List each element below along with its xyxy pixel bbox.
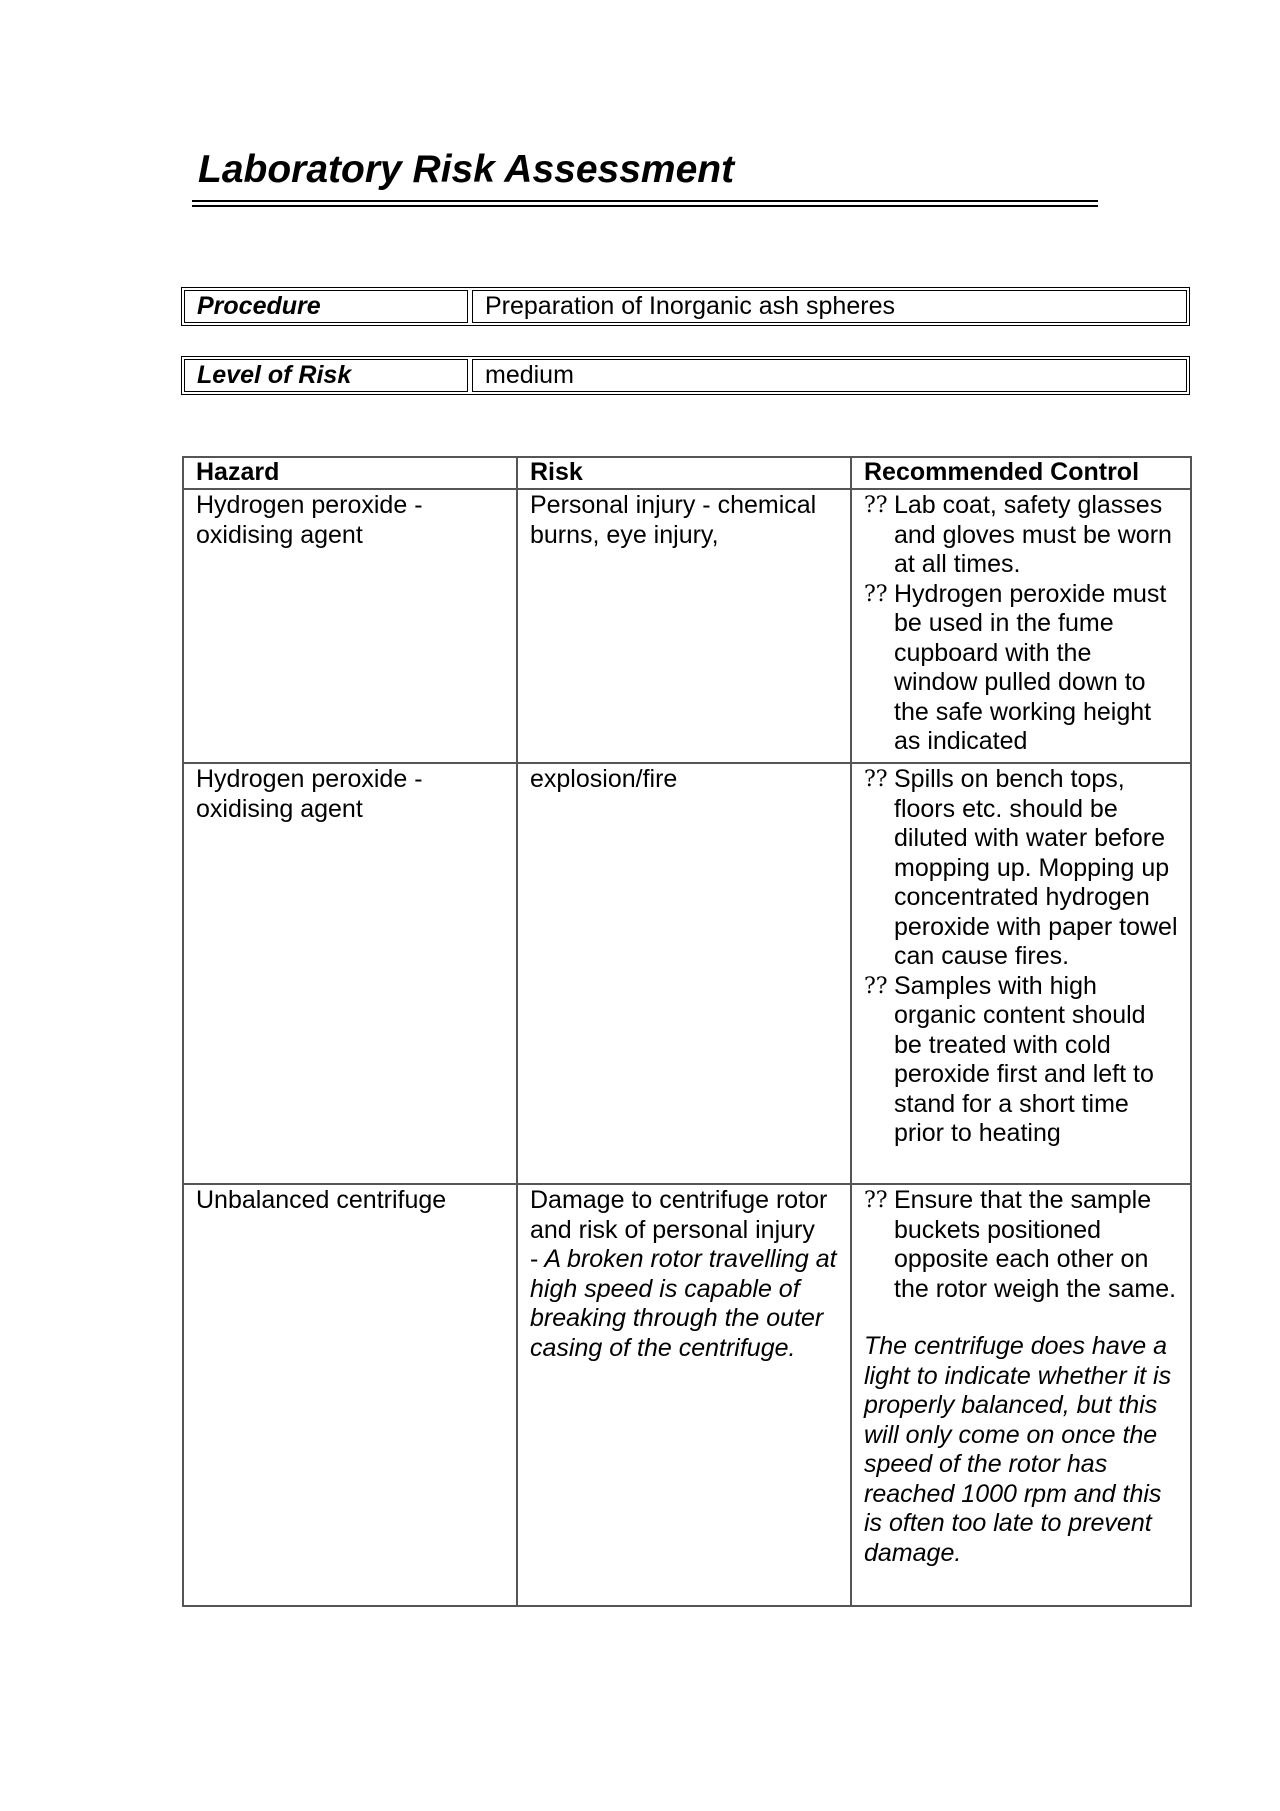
hazard-cell: Hydrogen peroxide - oxidising agent [183,489,517,763]
title-underline [192,200,1098,202]
control-item [864,580,1178,757]
level-of-risk-row [181,356,1190,395]
bullet-glyph: ?? [864,767,888,792]
hazard-cell: Hydrogen peroxide - oxidising agent [183,763,517,1184]
risk-note-dash: - [530,1245,539,1273]
procedure-label: Procedure [184,290,468,323]
risk-note-text: A broken rotor travelling at high speed is capable of breaking through the outer casing of the centrifuge. [530,1245,837,1362]
control-text: Lab coat, safety glasses and gloves must be worn at all times. [894,491,1172,578]
control-cell [851,1184,1191,1606]
control-note: The centrifuge does have a light to indicate whether it is properly balanced, but this will only come on once the speed of the rotor has reached 1000 rpm and this is often too late to prevent damage. [864,1332,1172,1567]
risk-cell: explosion/fire [517,763,851,1184]
table-row [183,489,1191,763]
title-underline-secondary [192,205,1098,207]
control-text: Ensure that the sample buckets positioned opposite each other on the rotor weigh the same. [894,1186,1177,1303]
header-recommended-control: Recommended Control [851,457,1191,489]
bullet-glyph: ?? [864,493,888,518]
table-row [183,763,1191,1184]
control-list [864,1186,1178,1304]
control-cell [851,763,1191,1184]
header-risk: Risk [517,457,851,489]
risk-note [530,1245,838,1363]
risk-cell: Personal injury - chemical burns, eye injury, [517,489,851,763]
header-hazard: Hazard [183,457,517,489]
bullet-glyph: ?? [864,581,888,607]
control-item [864,765,1178,972]
table-row [183,1184,1191,1606]
control-list [864,491,1178,757]
control-cell [851,489,1191,763]
bullet-glyph: ?? [864,973,888,999]
procedure-value: Preparation of Inorganic ash spheres [472,290,1187,323]
hazard-cell: Unbalanced centrifuge [183,1184,517,1606]
level-of-risk-value: medium [472,359,1187,392]
table-header-row [183,457,1191,489]
risk-cell [517,1184,851,1606]
control-item [864,491,1178,580]
procedure-row [181,287,1190,326]
control-item [864,972,1178,1149]
hazard-table [182,456,1192,1607]
level-of-risk-label: Level of Risk [184,359,468,392]
control-item [864,1186,1178,1304]
control-text: Spills on bench tops, floors etc. should be diluted with water before mopping up. Mopping up concentrated hydrogen peroxide with paper towel can cause fires. [894,765,1178,970]
control-text: Hydrogen peroxide must be used in the fume cupboard with the window pulled down to the safe working height as indicated [894,579,1167,755]
control-text: Samples with high organic content should be treated with cold peroxide first and left to stand for a short time prior to heating [894,971,1154,1147]
risk-text: Damage to centrifuge rotor and risk of personal injury [530,1186,828,1244]
control-list [864,765,1178,1149]
page-title: Laboratory Risk Assessment [198,148,735,191]
bullet-glyph: ?? [864,1188,888,1213]
